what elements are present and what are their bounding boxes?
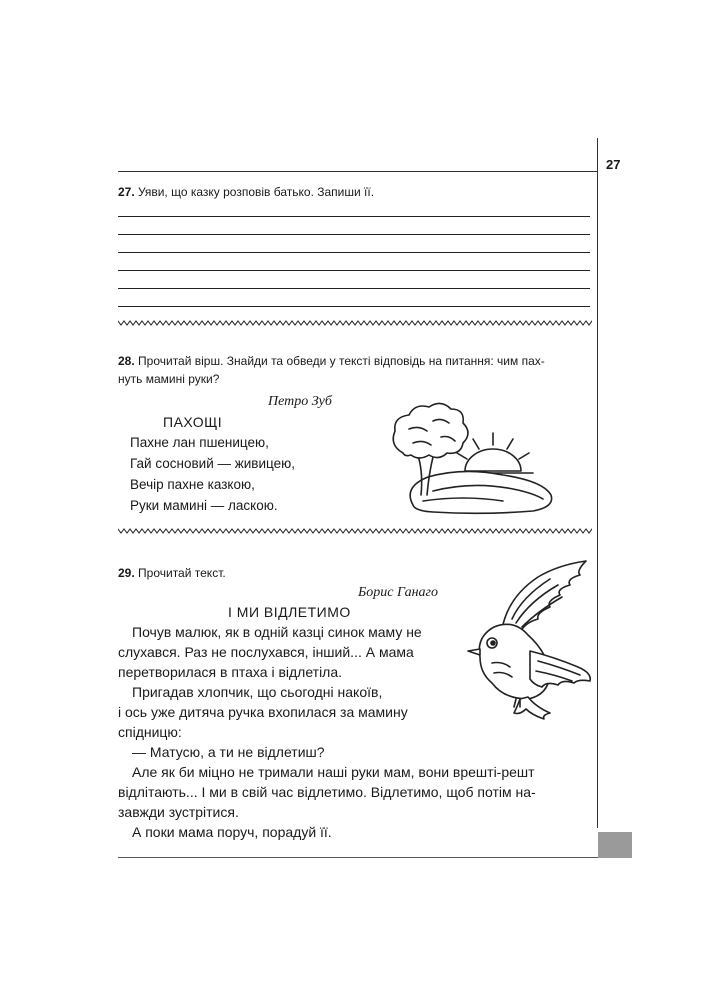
story-line: Пригадав хлопчик, що сьогодні накоїв, (132, 684, 383, 700)
story-line: Але як би міцно не тримали наші руки мам, вони врешті-решт (132, 764, 535, 780)
story-line: слухався. Раз не послухався, інший... А мама (118, 644, 414, 660)
task-28-number: 28. (118, 354, 135, 368)
section-divider (118, 319, 592, 327)
poem-line: Вечір пахне казкою, (130, 477, 255, 492)
story-author: Борис Ганаго (358, 585, 438, 600)
writing-line[interactable] (118, 234, 590, 235)
task-29-number: 29. (118, 566, 135, 580)
poem-line: Пахне лан пшеницею, (130, 435, 269, 450)
story-line: спідницю: (118, 724, 182, 740)
writing-line[interactable] (118, 288, 590, 289)
story-body-narrow (118, 622, 446, 762)
poem-line: Руки мамині — ласкою. (130, 498, 278, 513)
writing-line[interactable] (118, 216, 590, 217)
poem-line: Гай сосновий — живицею, (130, 456, 295, 471)
poem-author: Петро Зуб (268, 394, 332, 409)
task-27-number: 27. (118, 185, 135, 199)
task-27-text: Уяви, що казку розповів батько. Запиши її. (138, 185, 375, 199)
story-line: відлітають... І ми в свій час відлетимо. Відлетимо, щоб потім на- (118, 784, 536, 800)
story-line: А поки мама поруч, порадуй її. (132, 824, 332, 840)
page-corner-tab (598, 832, 632, 858)
story-line: і ось уже дитяча ручка вхопилася за мамину (118, 704, 408, 720)
landscape-illustration (383, 395, 563, 520)
poem-body (130, 432, 295, 516)
task-28-text-line2: нуть мамині руки? (118, 372, 220, 386)
task-28-text-line1: Прочитай вірш. Знайди та обведи у тексті відповідь на питання: чим пах- (138, 354, 545, 368)
bird-illustration (458, 557, 598, 722)
footer-rule (118, 857, 598, 858)
task-29-prompt (118, 564, 226, 582)
story-line: Почув малюк, як в одній казці синок маму не (132, 624, 422, 640)
story-title: І МИ ВІДЛЕТИМО (228, 604, 351, 620)
story-line: — Матусю, а ти не відлетиш? (132, 744, 325, 760)
poem-title: ПАХОЩІ (163, 414, 223, 430)
section-divider (118, 527, 592, 535)
task-28-prompt (118, 352, 593, 388)
margin-rule (597, 138, 598, 828)
story-line: завжди зустрітися. (118, 804, 239, 820)
story-body-wide (118, 762, 593, 842)
header-rule (118, 171, 598, 172)
task-29-text: Прочитай текст. (138, 566, 226, 580)
writing-line[interactable] (118, 270, 590, 271)
page-number: 27 (606, 157, 621, 172)
story-line: перетворилася в птаха і відлетіла. (118, 664, 343, 680)
writing-line[interactable] (118, 306, 590, 307)
task-27-prompt (118, 183, 374, 201)
writing-line[interactable] (118, 252, 590, 253)
